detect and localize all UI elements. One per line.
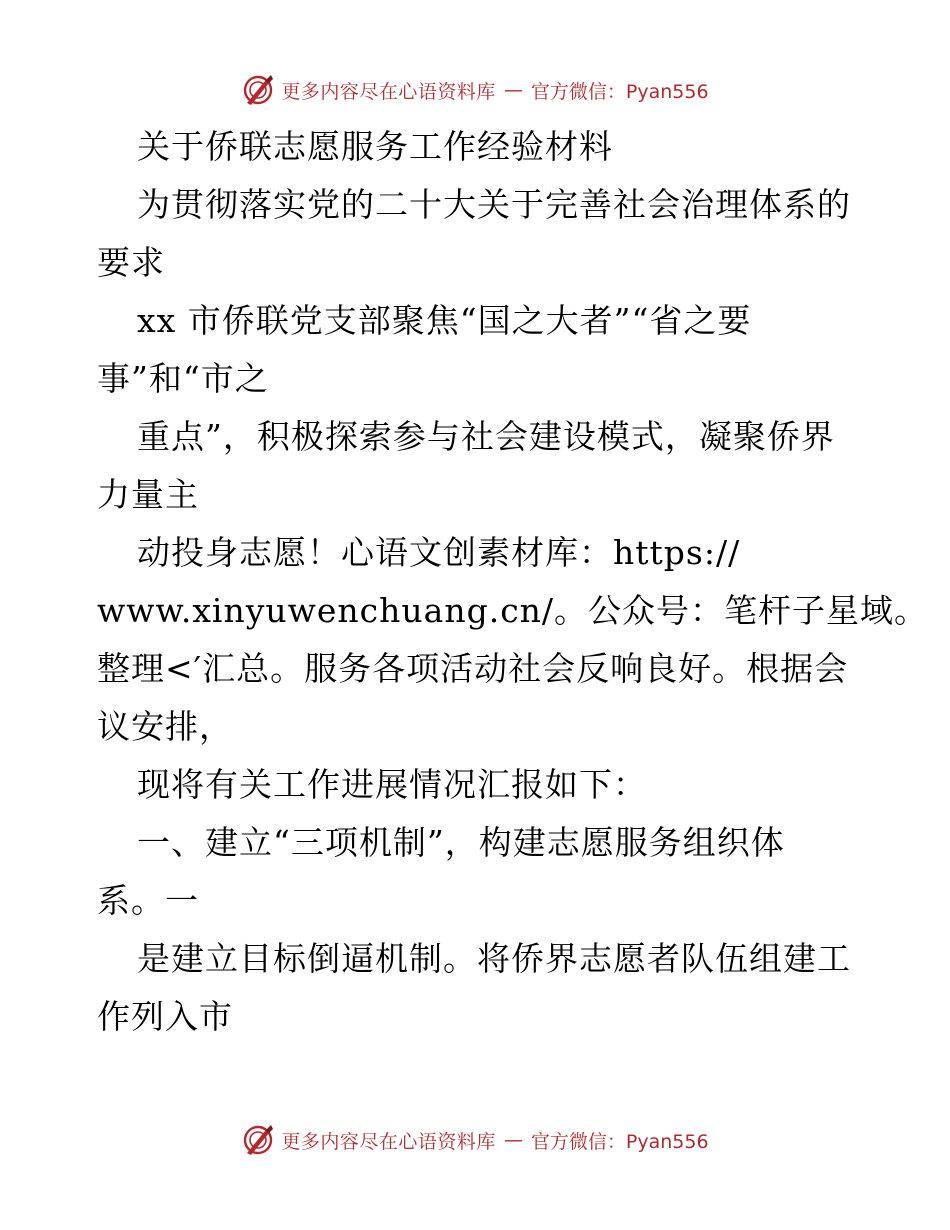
banner-separator: — — [503, 79, 523, 101]
banner-inner — [241, 1123, 708, 1157]
doc-line: 现将有关工作进展情况汇报如下： — [137, 765, 647, 804]
doc-line: 议安排， — [97, 707, 233, 746]
doc-line: 作列入市 — [97, 997, 233, 1036]
banner-wechat-label: 官方微信：Pyan556 — [530, 1130, 709, 1153]
doc-line: 要求 — [97, 243, 165, 282]
pen-logo-icon — [241, 1123, 275, 1157]
pen-logo-icon — [241, 73, 275, 107]
doc-line: 事”和“市之 — [97, 359, 269, 398]
document-body — [97, 118, 929, 1046]
header-banner — [0, 70, 950, 110]
doc-line: 是建立目标倒逼机制。将侨界志愿者队伍组建工 — [137, 939, 851, 978]
banner-site-text: 更多内容尽在心语资料库 — [281, 1130, 496, 1153]
footer-banner — [0, 1120, 950, 1160]
doc-line: www.xinyuwenchuang.cn/。公众号：笔杆子星域。 — [97, 591, 929, 630]
doc-line: xx 市侨联党支部聚焦“国之大者”“省之要 — [137, 301, 752, 340]
doc-line: 整理<′汇总。服务各项活动社会反响良好。根据会 — [97, 649, 849, 688]
doc-line: 一、建立“三项机制”，构建志愿服务组织体 — [137, 823, 785, 862]
doc-line: 为贯彻落实党的二十大关于完善社会治理体系的 — [137, 185, 851, 224]
doc-line: 系。一 — [97, 881, 199, 920]
doc-line: 关于侨联志愿服务工作经验材料 — [137, 127, 613, 166]
banner-wechat-label: 官方微信：Pyan556 — [530, 80, 709, 103]
banner-separator: — — [503, 1129, 523, 1151]
doc-line: 力量主 — [97, 475, 199, 514]
banner-inner — [241, 73, 708, 107]
banner-site-text: 更多内容尽在心语资料库 — [281, 80, 496, 103]
doc-line: 动投身志愿！心语文创素材库：https:// — [137, 533, 741, 572]
doc-line: 重点”，积极探索参与社会建设模式，凝聚侨界 — [137, 417, 835, 456]
